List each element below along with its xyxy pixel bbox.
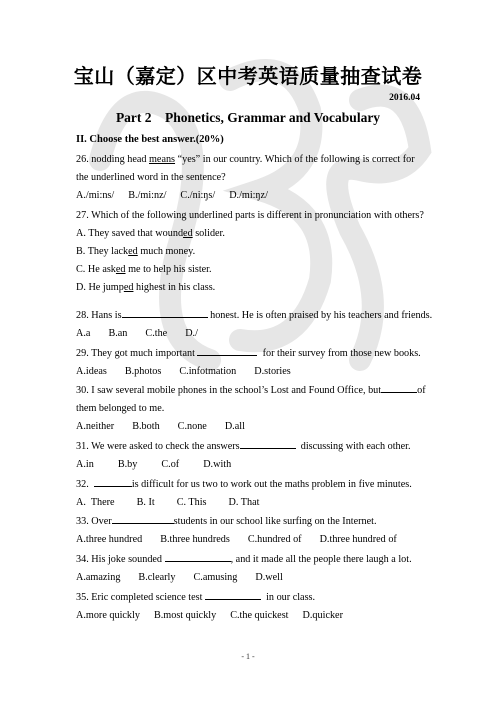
q30-option-b[interactable]: B.both bbox=[132, 421, 160, 432]
q33-stem-end: students in our school like surfing on the Internet. bbox=[173, 516, 377, 527]
q27-option-c[interactable] bbox=[76, 261, 422, 279]
q30-answer-blank[interactable] bbox=[381, 382, 417, 393]
q32-stem-end: is difficult for us two to work out the maths problem in five minutes. bbox=[131, 479, 412, 490]
q30-stem-line2: them belonged to me. bbox=[76, 403, 165, 414]
q31-stem-end: discussing with each other. bbox=[295, 441, 411, 452]
q35-answer-blank[interactable] bbox=[205, 589, 261, 600]
question-35 bbox=[76, 589, 422, 625]
q35-options bbox=[76, 607, 422, 625]
q33-answer-blank[interactable] bbox=[112, 513, 174, 524]
q27-a-text: A. They saved that wound bbox=[76, 228, 184, 239]
q26-stem-start: 26. nodding head bbox=[76, 154, 149, 165]
q35-option-b[interactable]: B.most quickly bbox=[153, 610, 217, 621]
q27-b-underlined: ed bbox=[128, 246, 138, 257]
q28-stem-start: 28. Hans is bbox=[76, 310, 122, 321]
q35-option-d[interactable]: D.quicker bbox=[302, 610, 343, 621]
q34-answer-blank[interactable] bbox=[165, 551, 231, 562]
q34-stem-start: 34. His joke sounded bbox=[76, 554, 165, 565]
q27-b-text: B. They lack bbox=[76, 246, 129, 257]
q31-option-a[interactable]: A.in bbox=[76, 459, 94, 470]
q34-option-a[interactable]: A.amazing bbox=[76, 572, 121, 583]
q32-option-d[interactable]: D. That bbox=[228, 497, 260, 508]
q29-options bbox=[76, 363, 422, 381]
q29-option-d[interactable]: D.stories bbox=[254, 366, 291, 377]
q33-option-b[interactable]: B.three hundreds bbox=[160, 534, 230, 545]
q29-stem-end: for their survey from those new books. bbox=[257, 348, 421, 359]
question-27 bbox=[76, 207, 422, 297]
question-29 bbox=[76, 345, 422, 381]
q32-option-c[interactable]: C. This bbox=[176, 497, 207, 508]
q32-stem-start: 32. bbox=[76, 479, 94, 490]
q28-option-c[interactable]: C.the bbox=[145, 328, 168, 339]
q33-option-c[interactable]: C.hundred of bbox=[247, 534, 302, 545]
q28-stem-end: honest. He is often praised by his teachers and friends. bbox=[207, 310, 433, 321]
q28-answer-blank[interactable] bbox=[122, 307, 208, 318]
q30-stem-start: 30. I saw several mobile phones in the school’s Lost and Found Office, but bbox=[76, 385, 382, 396]
q26-option-c[interactable]: C./ni:ŋs/ bbox=[180, 190, 216, 201]
exam-date: 2016.04 bbox=[389, 93, 420, 103]
question-30 bbox=[76, 382, 426, 436]
q30-options bbox=[76, 418, 422, 436]
q33-stem-start: 33. Over bbox=[76, 516, 112, 527]
q31-option-c[interactable]: C.of bbox=[161, 459, 180, 470]
q31-stem-start: 31. We were asked to check the answers bbox=[76, 441, 240, 452]
q30-option-a[interactable]: A.neither bbox=[76, 421, 115, 432]
q28-option-d[interactable]: D./ bbox=[185, 328, 198, 339]
q27-c-text-end: me to help his sister. bbox=[125, 264, 212, 275]
question-28 bbox=[76, 307, 433, 343]
q35-option-c[interactable]: C.the quickest bbox=[230, 610, 289, 621]
q27-b-text-end: much money. bbox=[137, 246, 196, 257]
q26-stem-end: “yes” in our country. Which of the following is correct for bbox=[175, 154, 415, 165]
q33-option-a[interactable]: A.three hundred bbox=[76, 534, 143, 545]
q34-options bbox=[76, 569, 422, 587]
q31-options bbox=[76, 456, 422, 474]
question-31 bbox=[76, 438, 422, 474]
question-32 bbox=[76, 476, 422, 512]
question-34 bbox=[76, 551, 422, 587]
q34-option-c[interactable]: C.amusing bbox=[193, 572, 238, 583]
question-26 bbox=[76, 151, 422, 205]
page-number: - 1 - bbox=[241, 652, 255, 661]
q27-a-underlined: ed bbox=[183, 228, 193, 239]
q30-stem-end: of bbox=[417, 385, 426, 396]
q27-d-text: D. He jump bbox=[76, 282, 124, 293]
q30-option-c[interactable]: C.none bbox=[177, 421, 207, 432]
q26-option-d[interactable]: D./mi:ŋz/ bbox=[229, 190, 268, 201]
q31-option-b[interactable]: B.by bbox=[117, 459, 138, 470]
q28-option-a[interactable]: A.a bbox=[76, 328, 91, 339]
q34-option-d[interactable]: D.well bbox=[255, 572, 283, 583]
q27-c-text: C. He ask bbox=[76, 264, 116, 275]
q26-underlined-word: means bbox=[149, 154, 176, 165]
q28-option-b[interactable]: B.an bbox=[108, 328, 128, 339]
q28-options bbox=[76, 325, 422, 343]
q32-options bbox=[76, 494, 422, 512]
q31-option-d[interactable]: D.with bbox=[203, 459, 232, 470]
q30-option-d[interactable]: D.all bbox=[224, 421, 245, 432]
question-33 bbox=[76, 513, 422, 549]
page-title: 宝山（嘉定）区中考英语质量抽查试卷 bbox=[73, 64, 423, 88]
q32-option-a[interactable]: A. There bbox=[76, 497, 115, 508]
q27-option-d[interactable] bbox=[76, 279, 422, 297]
q35-option-a[interactable]: A.more quickly bbox=[76, 610, 140, 621]
q27-a-text-end: solider. bbox=[192, 228, 225, 239]
q26-stem-line2: the underlined word in the sentence? bbox=[76, 172, 226, 183]
q26-option-a[interactable]: A./mi:ns/ bbox=[76, 190, 115, 201]
q29-option-b[interactable]: B.photos bbox=[124, 366, 162, 377]
q34-stem-end: , and it made all the people there laugh a lot. bbox=[230, 554, 412, 565]
q29-stem-start: 29. They got much important bbox=[76, 348, 198, 359]
q33-option-d[interactable]: D.three hundred of bbox=[319, 534, 397, 545]
q35-stem-end: in our class. bbox=[261, 592, 316, 603]
q27-stem: 27. Which of the following underlined parts is different in pronunciation with others? bbox=[76, 210, 424, 221]
q34-option-b[interactable]: B.clearly bbox=[138, 572, 176, 583]
q32-answer-blank[interactable] bbox=[94, 476, 132, 487]
q27-d-text-end: highest in his class. bbox=[133, 282, 216, 293]
section-heading: II. Choose the best answer.(20%) bbox=[76, 134, 224, 145]
q27-d-underlined: ed bbox=[123, 282, 134, 293]
part-heading: Part 2 Phonetics, Grammar and Vocabulary bbox=[115, 110, 381, 125]
q33-options bbox=[76, 531, 422, 549]
q35-stem-start: 35. Eric completed science test bbox=[76, 592, 205, 603]
q29-answer-blank[interactable] bbox=[197, 345, 257, 356]
q29-option-c[interactable]: C.infotmation bbox=[179, 366, 237, 377]
q32-option-b[interactable]: B. It bbox=[136, 497, 155, 508]
q27-option-b[interactable] bbox=[76, 243, 422, 261]
q29-option-a[interactable]: A.ideas bbox=[76, 366, 107, 377]
q27-c-underlined: ed bbox=[115, 264, 126, 275]
q26-options bbox=[76, 187, 422, 205]
q26-option-b[interactable]: B./mi:nz/ bbox=[128, 190, 167, 201]
q31-answer-blank[interactable] bbox=[240, 438, 296, 449]
q27-option-a[interactable] bbox=[76, 225, 422, 243]
